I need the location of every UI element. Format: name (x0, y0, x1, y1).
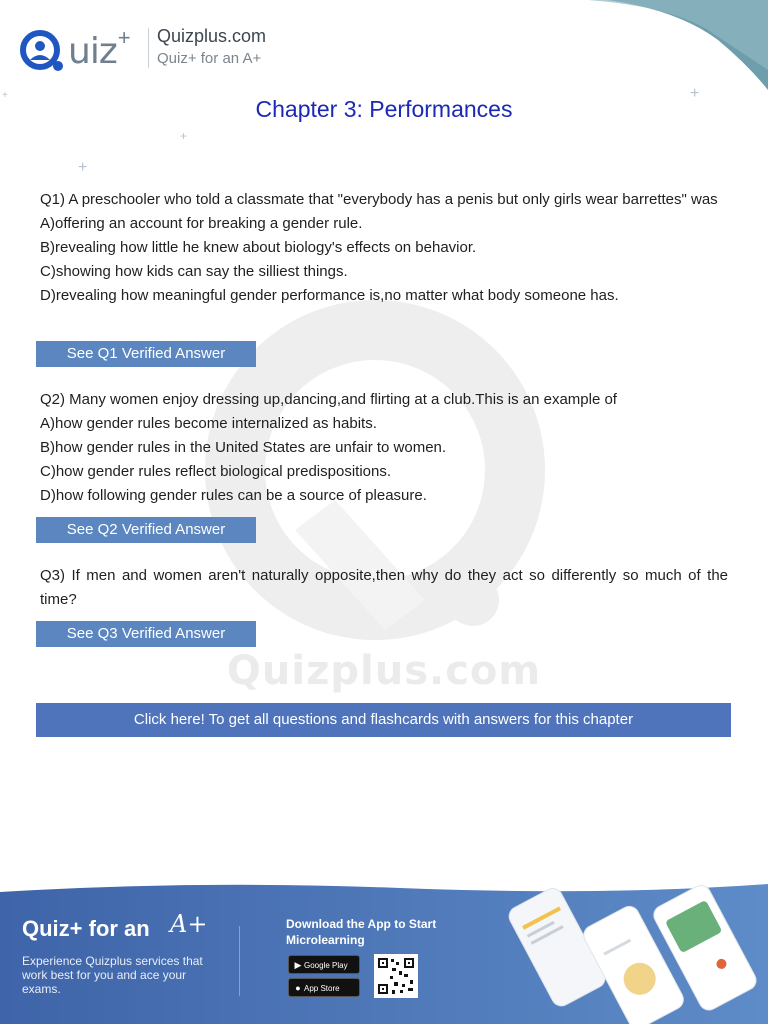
chapter-title: Chapter 3: Performances (255, 96, 513, 122)
plus-decoration-icon: + (78, 159, 88, 176)
plus-decoration-icon: + (690, 85, 700, 102)
footer-title: Quiz+ for an (22, 916, 150, 941)
google-play-badge[interactable] (288, 955, 360, 974)
watermark-text: Quizplus.com (226, 648, 542, 694)
logo-wordmark: uiz (68, 30, 117, 72)
app-store-badge[interactable] (288, 978, 360, 997)
answer-option: D)revealing how meaningful gender performance is,no matter what body someone has. (40, 287, 619, 304)
see-q1-answer-button[interactable]: See Q1 Verified Answer (36, 341, 256, 367)
answer-option: C)showing how kids can say the silliest things. (40, 263, 348, 280)
see-q2-answer-button[interactable]: See Q2 Verified Answer (36, 517, 256, 543)
question-text: Q2) Many women enjoy dressing up,dancing,and flirting at a club.This is an example of (40, 391, 617, 408)
answer-option: D)how following gender rules can be a source of pleasure. (40, 487, 427, 504)
footer-banner (0, 880, 768, 1024)
footer-divider (239, 926, 240, 996)
site-name[interactable]: Quizplus.com (157, 26, 267, 46)
answer-option: B)revealing how little he knew about biology's effects on behavior. (40, 239, 477, 256)
question-block-3 (40, 564, 728, 612)
answer-option: B)how gender rules in the United States are unfair to women. (40, 439, 447, 456)
logo-plus: + (117, 25, 131, 50)
google-play-label: Google Play (304, 961, 348, 970)
quiz-q-logo-icon (16, 26, 72, 74)
see-q3-answer-button[interactable]: See Q3 Verified Answer (36, 621, 256, 647)
app-store-label: App Store (304, 984, 340, 993)
question-block-2 (40, 388, 728, 508)
quizplus-logo[interactable] (16, 26, 131, 74)
download-app-text: Download the App to Start Microlearning (286, 917, 437, 947)
question-text: Q1) A preschooler who told a classmate that "everybody has a penis but only girls wear barrettes" was (40, 191, 718, 208)
header-divider (148, 28, 149, 68)
plus-decoration-icon: + (2, 90, 8, 101)
answer-option: A)offering an account for breaking a gender rule. (40, 215, 363, 232)
question-text: Q3) If men and women aren't naturally opposite,then why do they act so differently so much of the time? (40, 567, 728, 608)
apple-icon: ● (295, 983, 301, 993)
play-store-icon: ▶ (294, 960, 302, 970)
footer-aplus: A+ (170, 910, 208, 938)
app-phones-illustration (505, 880, 768, 1024)
answer-option: A)how gender rules become internalized as habits. (40, 415, 377, 432)
answer-option: C)how gender rules reflect biological predispositions. (40, 463, 392, 480)
plus-decoration-icon: + (180, 129, 188, 143)
question-block-1 (40, 188, 728, 308)
header-wave-decoration (568, 0, 768, 100)
site-tagline: Quiz+ for an A+ (157, 50, 262, 67)
qr-code-icon[interactable] (374, 954, 418, 998)
footer-description: Experience Quizplus services that work best for you and ace your exams. (22, 954, 203, 996)
get-all-questions-link[interactable]: Click here! To get all questions and flashcards with answers for this chapter (36, 703, 731, 737)
